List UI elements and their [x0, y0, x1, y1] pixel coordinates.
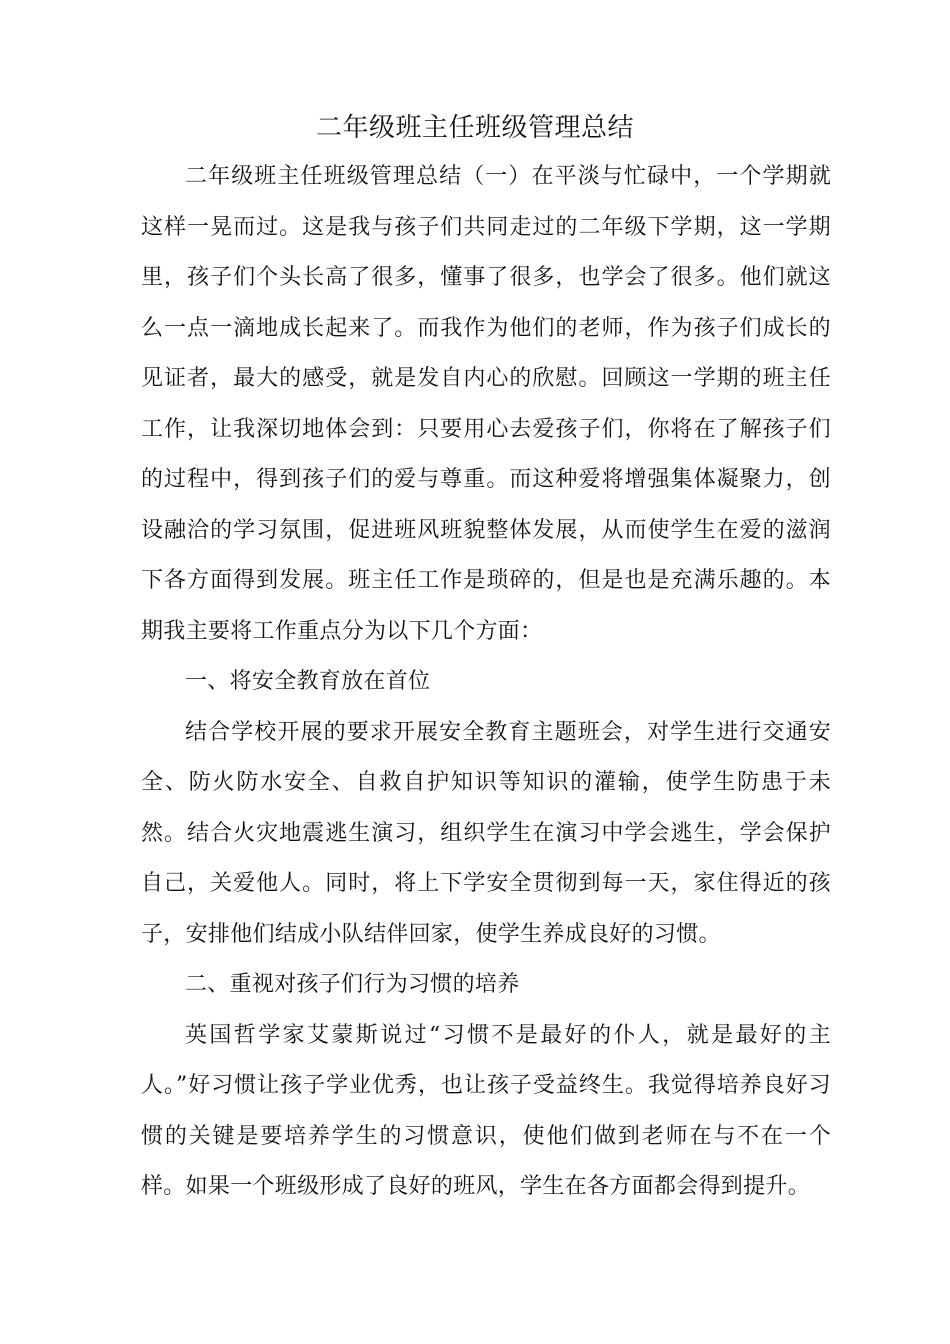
- paragraph-intro: 二年级班主任班级管理总结（一）在平淡与忙碌中，一个学期就这样一晃而过。这是我与孩子们共同走过的二年级下学期，这一学期里，孩子们个头长高了很多，懂事了很多，也学会了很多。他们就这么一点一滴地成长起来了。而我作为他们的老师，作为孩子们成长的见证者，最大的感受，就是发自内心的欣慰。回顾这一学期的班主任工作，让我深切地体会到：只要用心去爱孩子们，你将在了解孩子们的过程中，得到孩子们的爱与尊重。而这种爱将增强集体凝聚力，创设融洽的学习氛围，促进班风班貌整体发展，从而使学生在爱的滋润下各方面得到发展。班主任工作是琐碎的，但是也是充满乐趣的。本期我主要将工作重点分为以下几个方面：: [141, 164, 831, 644]
- document-body: [141, 152, 831, 1213]
- document-title: 二年级班主任班级管理总结: [315, 113, 634, 143]
- paragraph-safety: 结合学校开展的要求开展安全教育主题班会，对学生进行交通安全、防火防水安全、自救自护知识等知识的灌输，使学生防患于未然。结合火灾地震逃生演习，组织学生在演习中学会逃生，学会保护自己，关爱他人。同时，将上下学安全贯彻到每一天，家住得近的孩子，安排他们结成小队结伴回家，使学生养成良好的习惯。: [141, 719, 831, 947]
- section-heading-safety: 一、将安全教育放在首位: [185, 669, 431, 694]
- section-heading-habits: 二、重视对孩子们行为习惯的培养: [185, 972, 520, 997]
- paragraph-habits: 英国哲学家艾蒙斯说过“习惯不是最好的仆人，就是最好的主人。”好习惯让孩子学业优秀，也让孩子受益终生。我觉得培养良好习惯的关键是要培养学生的习惯意识，使他们做到老师在与不在一个样。如果一个班级形成了良好的班风，学生在各方面都会得到提升。: [141, 1022, 831, 1199]
